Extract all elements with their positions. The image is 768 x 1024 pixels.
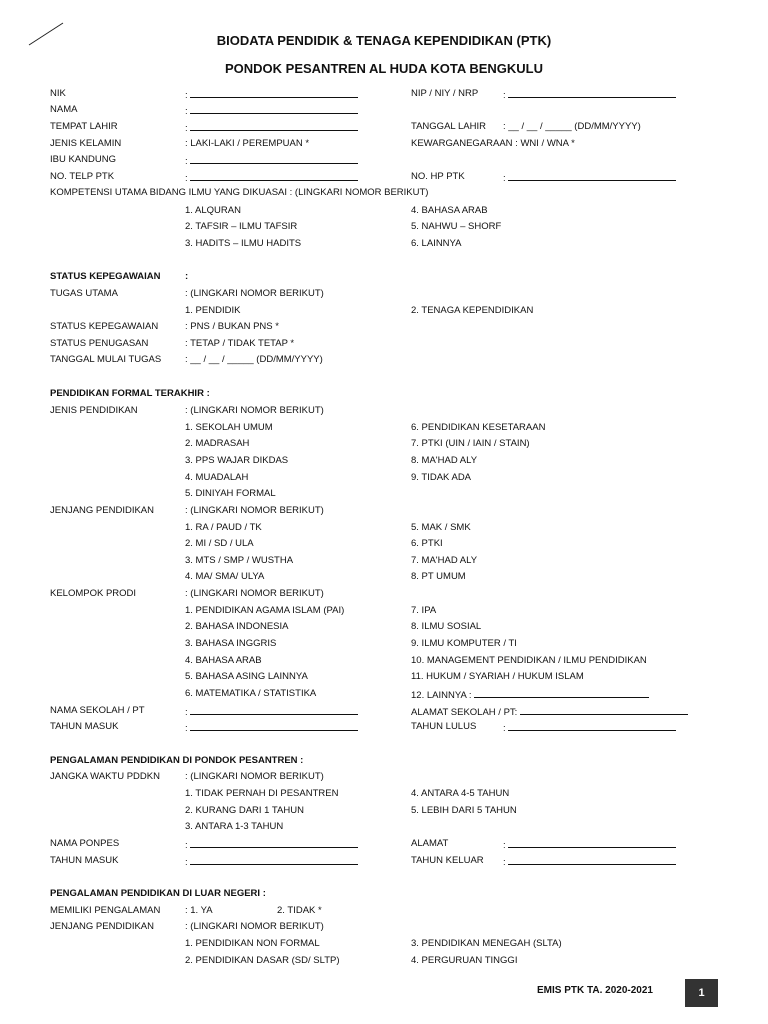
label-tahun-masuk-ponpes: TAHUN MASUK — [50, 855, 119, 866]
option-item[interactable]: 8. ILMU SOSIAL — [411, 621, 482, 632]
option-item[interactable]: 1. ALQURAN — [185, 205, 241, 216]
label-kewarganegaraan[interactable]: KEWARGANEGARAAN : WNI / WNA * — [411, 138, 575, 149]
field-tempat-lahir[interactable] — [185, 121, 358, 135]
instruction-text: : (LINGKARI NOMOR BERIKUT) — [185, 288, 324, 299]
label-tahun-keluar: TAHUN KELUAR — [411, 855, 484, 866]
option-item[interactable]: 1. PENDIDIKAN AGAMA ISLAM (PAI) — [185, 605, 345, 616]
label-tahun-lulus: TAHUN LULUS — [411, 721, 477, 732]
colon: : — [185, 173, 188, 184]
option-item[interactable]: 4. MUADALAH — [185, 472, 249, 483]
option-item[interactable]: 5. DINIYAH FORMAL — [185, 488, 276, 499]
blank-line — [474, 688, 649, 698]
blank-line — [190, 154, 358, 164]
option-item[interactable]: 3. ANTARA 1-3 TAHUN — [185, 821, 284, 832]
option-item[interactable]: 4. ANTARA 4-5 TAHUN — [411, 788, 510, 799]
field-jenis-kelamin[interactable]: : LAKI-LAKI / PEREMPUAN * — [185, 138, 310, 149]
option-item[interactable]: 4. PERGURUAN TINGGI — [411, 955, 518, 966]
field-alamat-sekolah[interactable] — [411, 705, 688, 719]
blank-line — [508, 855, 676, 865]
form-title: BIODATA PENDIDIK & TENAGA KEPENDIDIKAN (PTK) — [216, 33, 552, 48]
label-nama-ponpes: NAMA PONPES — [50, 838, 120, 849]
option-tidak[interactable]: 2. TIDAK * — [277, 905, 322, 916]
label-nama: NAMA — [50, 104, 78, 115]
option-item[interactable]: 3. PENDIDIKAN MENEGAH (SLTA) — [411, 938, 562, 949]
option-item[interactable]: 6. PENDIDIKAN KESETARAAN — [411, 422, 546, 433]
field-status-kepegawaian[interactable]: : PNS / BUKAN PNS * — [185, 321, 279, 332]
blank-line — [190, 121, 358, 131]
field-tahun-masuk-ponpes[interactable] — [185, 855, 358, 869]
blank-line — [520, 705, 688, 715]
instruction-text: : (LINGKARI NOMOR BERIKUT) — [185, 505, 324, 516]
label-tugas-utama: TUGAS UTAMA — [50, 288, 118, 299]
field-tanggal-lahir[interactable]: : __ / __ / _____ (DD/MM/YYYY) — [503, 121, 641, 132]
option-item[interactable]: 4. BAHASA ARAB — [411, 205, 488, 216]
colon: : — [503, 90, 506, 101]
blank-line — [190, 855, 358, 865]
form-subtitle: PONDOK PESANTREN AL HUDA KOTA BENGKULU — [224, 61, 544, 76]
label-alamat-sekolah: ALAMAT SEKOLAH / PT: — [411, 707, 518, 718]
option-item[interactable]: 2. MADRASAH — [185, 438, 250, 449]
label-tanggal-mulai: TANGGAL MULAI TUGAS — [50, 354, 162, 365]
label-jenjang-luar-negeri: JENJANG PENDIDIKAN — [50, 921, 154, 932]
colon: : — [185, 156, 188, 167]
label-tanggal-lahir: TANGGAL LAHIR — [411, 121, 486, 132]
colon: : — [185, 106, 188, 117]
option-item[interactable]: 2. BAHASA INDONESIA — [185, 621, 289, 632]
option-item[interactable]: 1. RA / PAUD / TK — [185, 522, 262, 533]
label-kelompok-prodi: KELOMPOK PRODI — [50, 588, 137, 599]
option-item[interactable]: 8. PT UMUM — [411, 571, 466, 582]
option-item[interactable]: 4. BAHASA ARAB — [185, 655, 262, 666]
blank-line — [508, 838, 676, 848]
colon: : — [503, 857, 506, 868]
colon: : — [185, 840, 188, 851]
option-item[interactable]: 3. BAHASA INGGRIS — [185, 638, 277, 649]
label-alamat: ALAMAT — [411, 838, 449, 849]
instruction-text: : (LINGKARI NOMOR BERIKUT) — [185, 771, 324, 782]
colon: : — [185, 123, 188, 134]
option-item[interactable]: 2. KURANG DARI 1 TAHUN — [185, 805, 304, 816]
formal-heading: PENDIDIKAN FORMAL TERAKHIR : — [50, 388, 210, 399]
label-tahun-masuk: TAHUN MASUK — [50, 721, 119, 732]
luar-negeri-heading: PENGALAMAN PENDIDIKAN DI LUAR NEGERI : — [50, 888, 266, 899]
instruction-text: : (LINGKARI NOMOR BERIKUT) — [185, 405, 324, 416]
option-item[interactable]: 7. PTKI (UIN / IAIN / STAIN) — [411, 438, 530, 449]
label-nik: NIK — [50, 88, 66, 99]
colon: : — [503, 723, 506, 734]
option-item[interactable]: 8. MA'HAD ALY — [411, 455, 478, 466]
colon: : — [185, 707, 188, 718]
label-jenis-kelamin: JENIS KELAMIN — [50, 138, 122, 149]
blank-line — [190, 721, 358, 731]
label-jenjang-pendidikan: JENJANG PENDIDIKAN — [50, 505, 154, 516]
footer-label: EMIS PTK TA. 2020-2021 — [537, 985, 653, 996]
option-item[interactable]: 1. TIDAK PERNAH DI PESANTREN — [185, 788, 339, 799]
field-no-hp[interactable] — [503, 171, 676, 185]
option-item[interactable]: 2. MI / SD / ULA — [185, 538, 254, 549]
kepegawaian-heading: STATUS KEPEGAWAIAN — [50, 271, 161, 282]
colon: : — [503, 840, 506, 851]
instruction-text: : (LINGKARI NOMOR BERIKUT) — [185, 588, 324, 599]
blank-line — [190, 838, 358, 848]
option-label: 12. LAINNYA : — [411, 690, 472, 701]
option-item[interactable]: 9. ILMU KOMPUTER / TI — [411, 638, 517, 649]
option-item[interactable]: 1. PENDIDIK — [185, 305, 241, 316]
option-item[interactable]: 2. PENDIDIKAN DASAR (SD/ SLTP) — [185, 955, 340, 966]
instruction-text: : (LINGKARI NOMOR BERIKUT) — [185, 921, 324, 932]
colon: : — [185, 723, 188, 734]
field-tahun-keluar[interactable] — [503, 855, 676, 869]
blank-line — [508, 171, 676, 181]
label-status-kepegawaian: STATUS KEPEGAWAIAN — [50, 321, 159, 332]
colon: : — [503, 173, 506, 184]
option-item[interactable]: 6. MATEMATIKA / STATISTIKA — [185, 688, 317, 699]
option-item[interactable]: 5. BAHASA ASING LAINNYA — [185, 671, 308, 682]
kompetensi-heading: KOMPETENSI UTAMA BIDANG ILMU YANG DIKUASAI : (LINGKARI NOMOR BERIKUT) — [50, 187, 429, 198]
field-status-penugasan[interactable]: : TETAP / TIDAK TETAP * — [185, 338, 295, 349]
colon: : — [185, 857, 188, 868]
field-nama[interactable] — [185, 104, 358, 118]
field-alamat[interactable] — [503, 838, 676, 852]
option-item[interactable]: 3. HADITS – ILMU HADITS — [185, 238, 302, 249]
label-memiliki-pengalaman: MEMILIKI PENGALAMAN — [50, 905, 161, 916]
option-item[interactable]: 7. IPA — [411, 605, 437, 616]
option-item[interactable]: 1. SEKOLAH UMUM — [185, 422, 273, 433]
option-item[interactable]: 1. PENDIDIKAN NON FORMAL — [185, 938, 320, 949]
option-item[interactable]: 11. HUKUM / SYARIAH / HUKUM ISLAM — [411, 671, 584, 682]
field-nip[interactable] — [503, 88, 676, 102]
label-jenis-pendidikan: JENIS PENDIDIKAN — [50, 405, 138, 416]
option-item[interactable]: 3. MTS / SMP / WUSTHA — [185, 555, 294, 566]
option-item[interactable]: 6. PTKI — [411, 538, 443, 549]
option-item[interactable]: 2. TAFSIR – ILMU TAFSIR — [185, 221, 298, 232]
label-ibu-kandung: IBU KANDUNG — [50, 154, 116, 165]
colon: : — [185, 271, 189, 282]
blank-line — [190, 171, 358, 181]
page-number: 1 — [698, 987, 705, 999]
field-tahun-masuk[interactable] — [185, 721, 358, 735]
pesantren-heading: PENGALAMAN PENDIDIKAN DI PONDOK PESANTREN : — [50, 755, 304, 766]
label-nama-sekolah: NAMA SEKOLAH / PT — [50, 705, 145, 716]
blank-line — [190, 705, 358, 715]
option-item[interactable]: 4. MA/ SMA/ ULYA — [185, 571, 265, 582]
field-tanggal-mulai[interactable]: : __ / __ / _____ (DD/MM/YYYY) — [185, 354, 323, 365]
option-ya[interactable]: : 1. YA — [185, 905, 213, 916]
label-no-hp: NO. HP PTK — [411, 171, 465, 182]
field-nik[interactable] — [185, 88, 358, 102]
label-tempat-lahir: TEMPAT LAHIR — [50, 121, 118, 132]
option-item[interactable]: 5. MAK / SMK — [411, 522, 471, 533]
field-ibu-kandung[interactable] — [185, 154, 358, 168]
option-item-lainnya[interactable] — [411, 688, 649, 702]
option-item[interactable]: 10. MANAGEMENT PENDIDIKAN / ILMU PENDIDIKAN — [411, 655, 647, 666]
page-number-badge — [685, 979, 718, 1007]
option-item[interactable]: 6. LAINNYA — [411, 238, 462, 249]
field-tahun-lulus[interactable] — [503, 721, 676, 735]
colon: : — [185, 90, 188, 101]
option-item[interactable]: 5. LEBIH DARI 5 TAHUN — [411, 805, 517, 816]
option-item[interactable]: 7. MA'HAD ALY — [411, 555, 478, 566]
field-nama-ponpes[interactable] — [185, 838, 358, 852]
field-no-telp[interactable] — [185, 171, 358, 185]
option-item[interactable]: 3. PPS WAJAR DIKDAS — [185, 455, 289, 466]
blank-line — [508, 88, 676, 98]
blank-line — [190, 104, 358, 114]
label-jangka-waktu: JANGKA WAKTU PDDKN — [50, 771, 160, 782]
label-nip: NIP / NIY / NRP — [411, 88, 479, 99]
option-item[interactable]: 5. NAHWU – SHORF — [411, 221, 502, 232]
field-nama-sekolah[interactable] — [185, 705, 358, 719]
option-item[interactable]: 9. TIDAK ADA — [411, 472, 472, 483]
label-status-penugasan: STATUS PENUGASAN — [50, 338, 149, 349]
label-no-telp: NO. TELP PTK — [50, 171, 115, 182]
blank-line — [190, 88, 358, 98]
option-item[interactable]: 2. TENAGA KEPENDIDIKAN — [411, 305, 534, 316]
blank-line — [508, 721, 676, 731]
